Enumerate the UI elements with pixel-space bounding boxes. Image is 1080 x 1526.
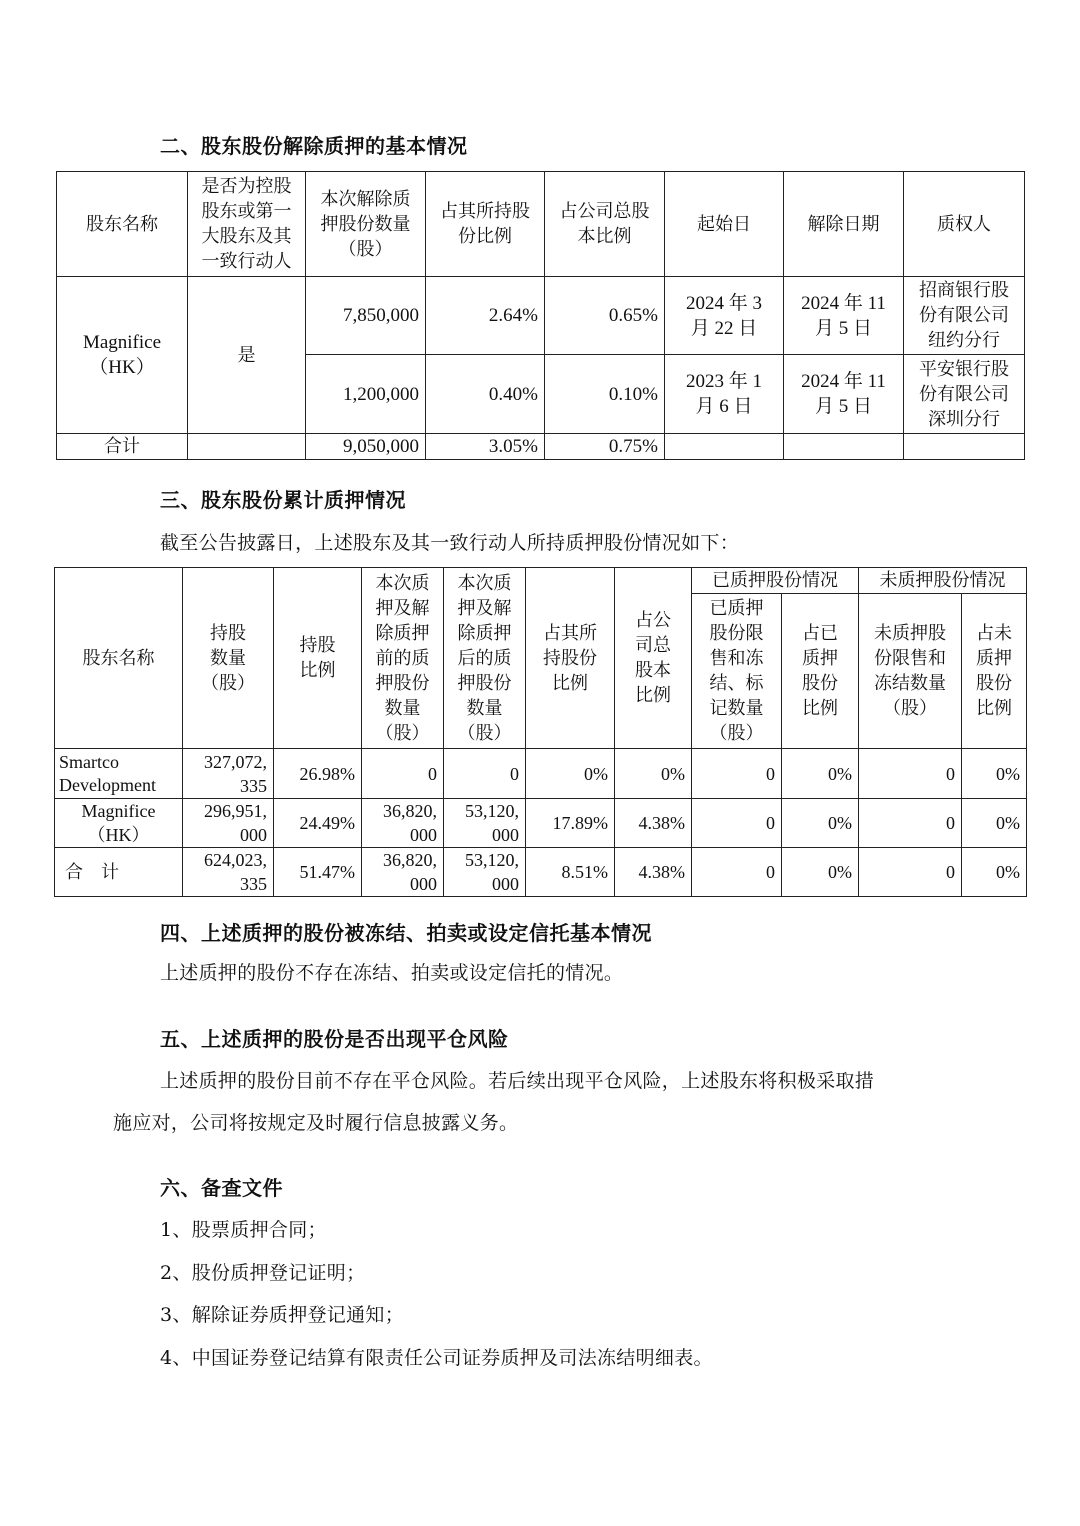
header-before: 本次质 押及解 除质押 前的质 押股份 数量 （股） (362, 568, 444, 749)
pledged-restricted: 0 (692, 749, 782, 799)
unpledged-ratio: 0% (962, 749, 1027, 799)
list-item: 1、股票质押合同； (160, 1219, 327, 1241)
section4-heading: 四、上述质押的股份被冻结、拍卖或设定信托基本情况 (160, 921, 652, 945)
holding: 327,072, 335 (183, 749, 274, 799)
table-row (57, 277, 1025, 355)
shareholder-name: Magnifice （HK） (55, 799, 183, 848)
pledgee: 招商银行股 份有限公司 纽约分行 (904, 277, 1025, 355)
start-date: 2023 年 1 月 6 日 (665, 355, 784, 434)
before: 0 (362, 749, 444, 799)
pct-held: 2.64% (426, 277, 545, 355)
unpledged-restricted: 0 (859, 799, 962, 848)
header-controlling: 是否为控股 股东或第一 大股东及其 一致行动人 (188, 172, 306, 277)
empty-cell (665, 434, 784, 460)
section3-heading: 三、股东股份累计质押情况 (160, 488, 406, 512)
list-item: 2、股份质押登记证明； (160, 1262, 366, 1284)
empty-cell (784, 434, 904, 460)
header-ratio: 持股 比例 (274, 568, 362, 749)
after: 53,120, 000 (444, 848, 526, 897)
section6-heading: 六、备查文件 (160, 1176, 283, 1200)
table-row (55, 799, 1027, 848)
shareholder-name: Magnifice （HK） (57, 277, 188, 434)
total-shares: 9,050,000 (306, 434, 426, 460)
pledged-ratio: 0% (782, 799, 859, 848)
total-pct-held: 3.05% (426, 434, 545, 460)
unpledged-ratio: 0% (962, 799, 1027, 848)
header-shareholder: 股东名称 (57, 172, 188, 277)
header-pct-held: 占其所 持股份 比例 (526, 568, 615, 749)
section5-text-line2: 施应对，公司将按规定及时履行信息披露义务。 (113, 1112, 519, 1134)
header-pct-held: 占其所持股 份比例 (426, 172, 545, 277)
pledged-restricted: 0 (692, 848, 782, 897)
release-date: 2024 年 11 月 5 日 (784, 277, 904, 355)
header-pledged-ratio: 占已 质押 股份 比例 (782, 594, 859, 749)
before: 36,820, 000 (362, 799, 444, 848)
header-pct-total: 占公司总股 本比例 (545, 172, 665, 277)
section5-text-line1: 上述质押的股份目前不存在平仓风险。若后续出现平仓风险，上述股东将积极采取措 (160, 1070, 875, 1092)
table-header-row (55, 568, 1027, 594)
section2-heading: 二、股东股份解除质押的基本情况 (160, 134, 468, 158)
ratio: 24.49% (274, 799, 362, 848)
header-start-date: 起始日 (665, 172, 784, 277)
holding: 624,023, 335 (183, 848, 274, 897)
pledged-ratio: 0% (782, 749, 859, 799)
list-item: 3、解除证券质押登记通知； (160, 1304, 404, 1326)
unpledged-restricted: 0 (859, 848, 962, 897)
pledged-restricted: 0 (692, 799, 782, 848)
header-pledgee: 质权人 (904, 172, 1025, 277)
section4-text: 上述质押的股份不存在冻结、拍卖或设定信托的情况。 (160, 962, 624, 984)
total-pct-total: 0.75% (545, 434, 665, 460)
table-row (55, 749, 1027, 799)
pct-held: 0.40% (426, 355, 545, 434)
after: 53,120, 000 (444, 799, 526, 848)
controlling-flag: 是 (188, 277, 306, 434)
shareholder-name: Smartco Development (55, 749, 183, 799)
unpledged-restricted: 0 (859, 749, 962, 799)
header-unpledged-group: 未质押股份情况 (859, 568, 1027, 594)
header-pledged-group: 已质押股份情况 (692, 568, 859, 594)
ratio: 26.98% (274, 749, 362, 799)
section3-intro: 截至公告披露日，上述股东及其一致行动人所持质押股份情况如下： (160, 532, 740, 554)
header-release-date: 解除日期 (784, 172, 904, 277)
before: 36,820, 000 (362, 848, 444, 897)
pct-total: 4.38% (615, 799, 692, 848)
pct-held: 0% (526, 749, 615, 799)
release-shares: 7,850,000 (306, 277, 426, 355)
header-pct-total: 占公 司总 股本 比例 (615, 568, 692, 749)
start-date: 2024 年 3 月 22 日 (665, 277, 784, 355)
table-header-row (57, 172, 1025, 277)
empty-cell (904, 434, 1025, 460)
cumulative-pledge-table (54, 567, 1027, 897)
pct-total: 0% (615, 749, 692, 799)
list-item: 4、中国证券登记结算有限责任公司证券质押及司法冻结明细表。 (160, 1347, 713, 1369)
header-unpledged-restricted: 未质押股 份限售和 冻结数量 （股） (859, 594, 962, 749)
header-unpledged-ratio: 占未 质押 股份 比例 (962, 594, 1027, 749)
release-pledge-table (56, 171, 1025, 460)
total-label: 合 计 (55, 848, 183, 897)
holding: 296,951, 000 (183, 799, 274, 848)
header-release-shares: 本次解除质 押股份数量 （股） (306, 172, 426, 277)
pct-held: 8.51% (526, 848, 615, 897)
header-after: 本次质 押及解 除质押 后的质 押股份 数量 （股） (444, 568, 526, 749)
total-row (57, 434, 1025, 460)
pct-total: 0.65% (545, 277, 665, 355)
after: 0 (444, 749, 526, 799)
section5-heading: 五、上述质押的股份是否出现平仓风险 (160, 1027, 509, 1051)
pct-held: 17.89% (526, 799, 615, 848)
ratio: 51.47% (274, 848, 362, 897)
header-holding: 持股 数量 （股） (183, 568, 274, 749)
pct-total: 0.10% (545, 355, 665, 434)
empty-cell (188, 434, 306, 460)
pledgee: 平安银行股 份有限公司 深圳分行 (904, 355, 1025, 434)
release-shares: 1,200,000 (306, 355, 426, 434)
pct-total: 4.38% (615, 848, 692, 897)
header-pledged-restricted: 已质押 股份限 售和冻 结、标 记数量 （股） (692, 594, 782, 749)
total-label: 合计 (57, 434, 188, 460)
header-shareholder: 股东名称 (55, 568, 183, 749)
unpledged-ratio: 0% (962, 848, 1027, 897)
total-row (55, 848, 1027, 897)
pledged-ratio: 0% (782, 848, 859, 897)
release-date: 2024 年 11 月 5 日 (784, 355, 904, 434)
